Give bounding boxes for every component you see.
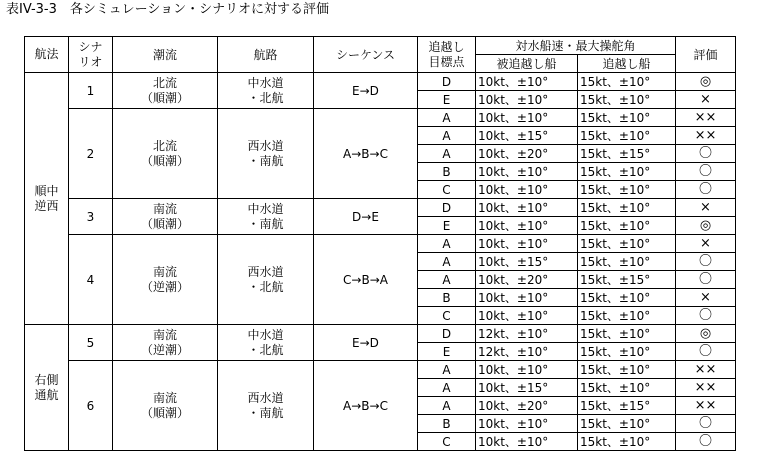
sequence-cell: A→B→C [314, 361, 418, 451]
overtaken-speed: 10kt、±10° [476, 73, 578, 91]
overtaking-speed: 15kt、±10° [578, 433, 676, 451]
header-current: 潮流 [113, 37, 218, 73]
evaluation-mark: 〇 [676, 271, 736, 289]
overtaken-speed: 10kt、±10° [476, 235, 578, 253]
header-method: 航法 [25, 37, 69, 73]
evaluation-mark: 〇 [676, 433, 736, 451]
target-cell: E [418, 217, 476, 235]
header-target: 追越し 目標点 [418, 37, 476, 73]
target-cell: D [418, 325, 476, 343]
evaluation-table [24, 36, 736, 451]
evaluation-mark: 〇 [676, 253, 736, 271]
evaluation-mark: × [676, 199, 736, 217]
target-cell: B [418, 289, 476, 307]
overtaking-speed: 15kt、±10° [578, 217, 676, 235]
evaluation-mark: ×× [676, 361, 736, 379]
scenario-number: 2 [69, 109, 113, 199]
evaluation-mark: ×× [676, 379, 736, 397]
table-row [25, 325, 736, 343]
table-row [25, 109, 736, 127]
current-cell: 南流 （順潮） [113, 361, 218, 451]
scenario-number: 1 [69, 73, 113, 109]
target-cell: C [418, 307, 476, 325]
header-route: 航路 [218, 37, 314, 73]
overtaken-speed: 10kt、±20° [476, 271, 578, 289]
target-cell: A [418, 235, 476, 253]
target-cell: C [418, 433, 476, 451]
overtaking-speed: 15kt、±10° [578, 289, 676, 307]
overtaking-speed: 15kt、±15° [578, 271, 676, 289]
header-evaluation: 評価 [676, 37, 736, 73]
scenario-number: 4 [69, 235, 113, 325]
overtaken-speed: 10kt、±15° [476, 127, 578, 145]
overtaking-speed: 15kt、±10° [578, 307, 676, 325]
current-cell: 南流 （順潮） [113, 199, 218, 235]
evaluation-mark: × [676, 289, 736, 307]
current-cell: 北流 （順潮） [113, 109, 218, 199]
evaluation-mark: 〇 [676, 415, 736, 433]
overtaking-speed: 15kt、±10° [578, 415, 676, 433]
header-overtaking: 追越し船 [578, 55, 676, 73]
route-cell: 西水道 ・南航 [218, 361, 314, 451]
table-row [25, 199, 736, 217]
evaluation-mark: ◎ [676, 73, 736, 91]
target-cell: A [418, 361, 476, 379]
current-cell: 南流 （逆潮） [113, 235, 218, 325]
overtaken-speed: 10kt、±10° [476, 289, 578, 307]
table-row [25, 361, 736, 379]
evaluation-mark: ◎ [676, 217, 736, 235]
scenario-number: 3 [69, 199, 113, 235]
target-cell: A [418, 109, 476, 127]
sequence-cell: E→D [314, 73, 418, 109]
overtaking-speed: 15kt、±10° [578, 181, 676, 199]
overtaking-speed: 15kt、±10° [578, 73, 676, 91]
overtaking-speed: 15kt、±10° [578, 325, 676, 343]
overtaken-speed: 10kt、±10° [476, 109, 578, 127]
route-cell: 西水道 ・南航 [218, 109, 314, 199]
overtaking-speed: 15kt、±10° [578, 127, 676, 145]
target-cell: A [418, 271, 476, 289]
overtaking-speed: 15kt、±10° [578, 199, 676, 217]
target-cell: B [418, 163, 476, 181]
target-cell: A [418, 127, 476, 145]
overtaken-speed: 10kt、±10° [476, 91, 578, 109]
target-cell: A [418, 253, 476, 271]
target-cell: B [418, 415, 476, 433]
overtaken-speed: 10kt、±10° [476, 199, 578, 217]
evaluation-mark: 〇 [676, 343, 736, 361]
evaluation-mark: × [676, 91, 736, 109]
overtaking-speed: 15kt、±10° [578, 109, 676, 127]
overtaken-speed: 10kt、±15° [476, 253, 578, 271]
route-cell: 中水道 ・南航 [218, 199, 314, 235]
overtaken-speed: 10kt、±10° [476, 415, 578, 433]
target-cell: D [418, 199, 476, 217]
overtaken-speed: 10kt、±10° [476, 361, 578, 379]
scenario-number: 5 [69, 325, 113, 361]
overtaking-speed: 15kt、±10° [578, 91, 676, 109]
target-cell: C [418, 181, 476, 199]
target-cell: E [418, 91, 476, 109]
overtaking-speed: 15kt、±10° [578, 361, 676, 379]
evaluation-mark: ×× [676, 397, 736, 415]
evaluation-mark: 〇 [676, 163, 736, 181]
evaluation-mark: ◎ [676, 325, 736, 343]
target-cell: E [418, 343, 476, 361]
overtaken-speed: 10kt、±20° [476, 397, 578, 415]
table-caption: 表IV-3-3 各シミュレーション・シナリオに対する評価 [6, 2, 329, 17]
sequence-cell: A→B→C [314, 109, 418, 199]
sequence-cell: E→D [314, 325, 418, 361]
header-sequence: シーケンス [314, 37, 418, 73]
overtaken-speed: 10kt、±10° [476, 181, 578, 199]
overtaken-speed: 10kt、±15° [476, 379, 578, 397]
evaluation-mark: × [676, 235, 736, 253]
overtaken-speed: 10kt、±10° [476, 217, 578, 235]
evaluation-mark: ×× [676, 127, 736, 145]
overtaken-speed: 12kt、±10° [476, 325, 578, 343]
overtaken-speed: 10kt、±10° [476, 163, 578, 181]
table-row [25, 235, 736, 253]
target-cell: D [418, 73, 476, 91]
header-speed-group: 対水船速・最大操舵角 [476, 37, 676, 55]
evaluation-mark: 〇 [676, 307, 736, 325]
current-cell: 南流 （逆潮） [113, 325, 218, 361]
method-cell: 順中 逆西 [25, 73, 69, 325]
evaluation-mark: 〇 [676, 145, 736, 163]
target-cell: A [418, 145, 476, 163]
overtaking-speed: 15kt、±10° [578, 253, 676, 271]
sequence-cell: C→B→A [314, 235, 418, 325]
target-cell: A [418, 379, 476, 397]
method-cell: 右側 通航 [25, 325, 69, 451]
overtaking-speed: 15kt、±10° [578, 343, 676, 361]
evaluation-mark: 〇 [676, 181, 736, 199]
route-cell: 中水道 ・北航 [218, 325, 314, 361]
header-overtaken: 被追越し船 [476, 55, 578, 73]
overtaking-speed: 15kt、±10° [578, 163, 676, 181]
overtaken-speed: 10kt、±10° [476, 433, 578, 451]
overtaken-speed: 10kt、±10° [476, 307, 578, 325]
target-cell: A [418, 397, 476, 415]
route-cell: 中水道 ・北航 [218, 73, 314, 109]
overtaken-speed: 12kt、±10° [476, 343, 578, 361]
evaluation-mark: ×× [676, 109, 736, 127]
overtaking-speed: 15kt、±15° [578, 397, 676, 415]
route-cell: 西水道 ・北航 [218, 235, 314, 325]
overtaking-speed: 15kt、±15° [578, 145, 676, 163]
overtaking-speed: 15kt、±10° [578, 379, 676, 397]
header-scenario: シナ リオ [69, 37, 113, 73]
overtaking-speed: 15kt、±10° [578, 235, 676, 253]
current-cell: 北流 （順潮） [113, 73, 218, 109]
scenario-number: 6 [69, 361, 113, 451]
sequence-cell: D→E [314, 199, 418, 235]
overtaken-speed: 10kt、±20° [476, 145, 578, 163]
table-row [25, 73, 736, 91]
